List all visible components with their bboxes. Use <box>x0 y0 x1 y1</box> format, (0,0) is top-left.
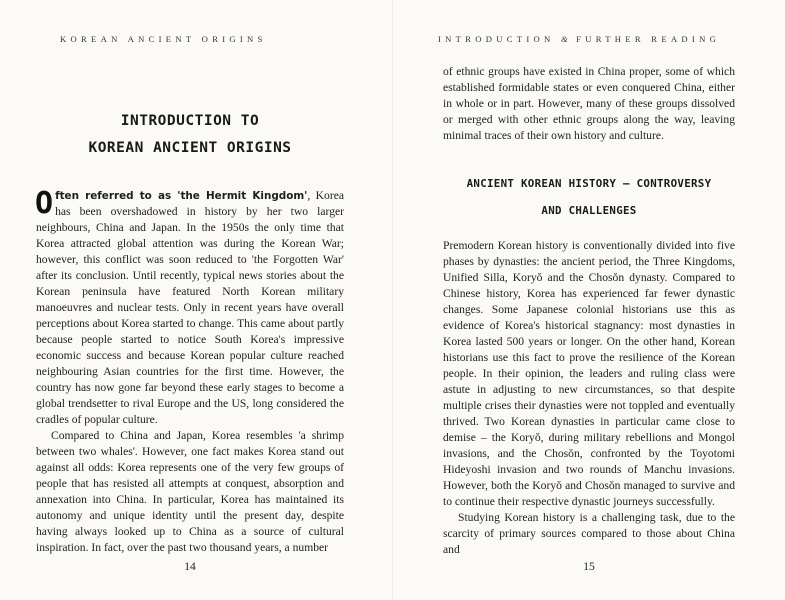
chapter-title-line-2: KOREAN ANCIENT ORIGINS <box>88 140 292 156</box>
running-head-right-part-1: INTRODUCTION <box>438 34 555 44</box>
running-head-left: KOREAN ANCIENT ORIGINS <box>60 34 267 44</box>
chapter-title-line-1: INTRODUCTION TO <box>120 113 260 129</box>
right-body-text <box>443 238 735 558</box>
running-head-ampersand: & <box>560 34 570 44</box>
page-number-right: 15 <box>583 561 595 573</box>
left-body-text <box>36 188 344 556</box>
section-paragraph-1: Premodern Korean history is conventionally divided into five phases by dynasties: the ancient period, the Three Kingdoms, Unified Silla, Koryŏ and the Chosŏn dynasty. Compared to Chinese history, Korea has experienced far fewer dynastic changes. Some Japanese colonial historians use this as evidence of Korea's historical stagnancy: most dynasties in Korea lasted 500 years or longer. On the other hand, Korean historians use this fact to prove the resilience of the Korean people. In their opinion, the leaders and ruling class were astute in adjusting to new circumstances, so that despite multiple crises their dynasties were not toppled and eventually thrived. Two Korean dynasties in particular came close to demise – the Koryŏ, during military rebellions and Mongol invasions, and the Chosŏn, confronted by the Toyotomi Hideyoshi invasion and two rounds of Manchu invasions. However, both the Koryŏ and Chosŏn managed to survive and to continue their respective dynastic journeys successfully. <box>443 239 735 508</box>
running-head-right-part-2: FURTHER READING <box>576 34 721 44</box>
continued-paragraph: of ethnic groups have existed in China proper, some of which established formidable states or even conquered China, either in whole or in part. However, many of these groups dissolved or merged with other ethnic groups along the way, leaving minimal traces of their own history and culture. <box>443 65 735 142</box>
drop-cap: O <box>35 186 54 221</box>
second-paragraph: Compared to China and Japan, Korea resembles 'a shrimp between two whales'. However, one fact makes Korea stand out against all odds: Korea represents one of the very few groups of people that has resisted all attempts at conquest, absorption and annexation into China. In particular, Korea has maintained its autonomy and unique identity until the present day, despite having always looked up to China as a source of cultural inspiration. In fact, over the past two thousand years, a number <box>36 429 344 554</box>
lead-in-phrase: ften referred to as 'the Hermit Kingdom' <box>55 190 308 202</box>
opening-paragraph <box>36 188 344 428</box>
page-number-left: 14 <box>184 561 196 573</box>
left-page <box>0 0 392 600</box>
section-paragraph-2: Studying Korean history is a challenging task, due to the scarcity of primary sources compared to those about China and <box>443 511 735 556</box>
section-heading-line-1: ANCIENT KOREAN HISTORY – CONTROVERSY <box>466 177 712 190</box>
running-head-right <box>438 34 720 44</box>
section-heading-line-2: AND CHALLENGES <box>541 204 637 217</box>
continued-paragraph-block <box>443 64 735 144</box>
opening-paragraph-text: , Korea has been overshadowed in history by her two larger neighbours, China and Japan. In the 1950s the only time that Korea attracted global attention was during the Korean War; however, this conflict was soon reduced to 'the Forgotten War' after its conclusion. Until recently, typical news stories about the Korean peninsula have featured North Korean military manoeuvres and nuclear tests. Only in recent years have overall perceptions about Korea started to change. This came about partly because people started to notice South Korea's impressive economic success and because Korean popular culture reached neighbouring Asian countries for the first time. However, the country has now gone far beyond these early stages to become a global trendsetter to rival Europe and the US, long considered the cradles of popular culture. <box>36 189 345 426</box>
right-page <box>393 0 785 600</box>
section-heading <box>443 170 735 224</box>
chapter-title <box>36 108 344 162</box>
